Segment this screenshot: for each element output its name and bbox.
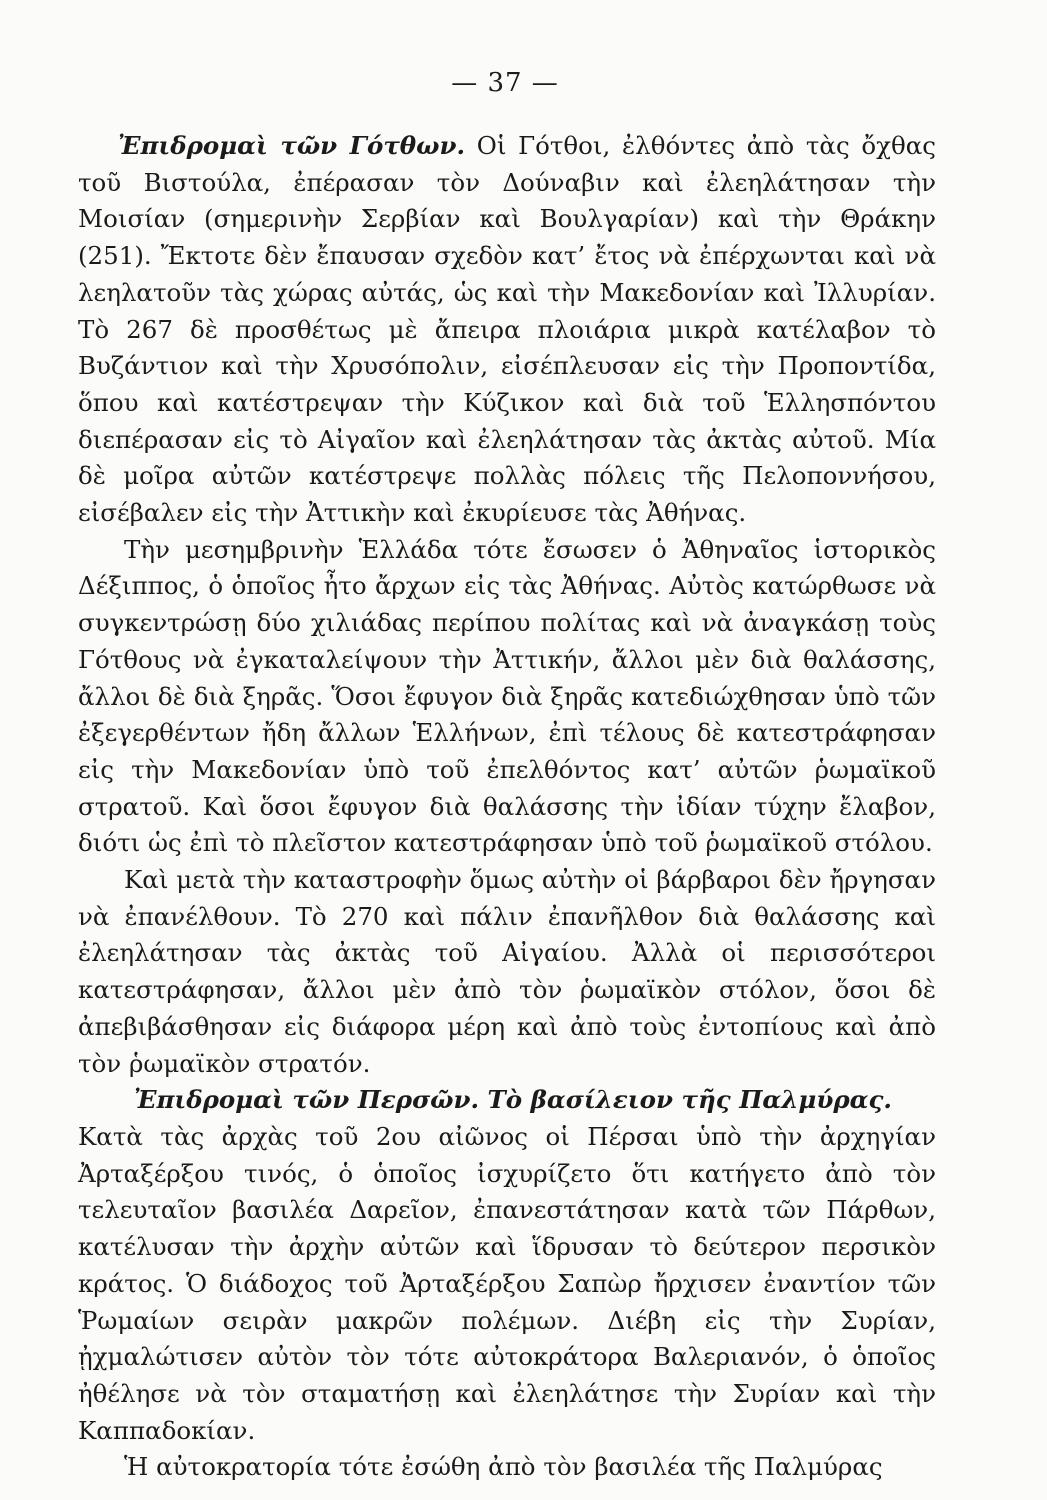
section-heading-persians: Ἐπιδρομαὶ τῶν Περσῶν. Τὸ βασίλειον τῆς Παλμύρας. [134,1085,892,1115]
paragraph-dexippus: Τὴν μεσημβρινὴν Ἑλλάδα τότε ἔσωσεν ὁ Ἀθηναῖος ἱστορικὸς Δέξιππος, ὁ ὁποῖος ἦτο ἄρχων εἰς τὰς Ἀθήνας. Αὐτὸς κατώρθωσε νὰ συγκεντρώσῃ δύο χιλιάδας περίπου πολίτας καὶ νὰ ἀναγκάσῃ τοὺς Γότθους νὰ ἐγκαταλείψουν τὴν Ἀττικήν, ἄλλοι μὲν διὰ θαλάσσης, ἄλλοι δὲ διὰ ξηρᾶς. Ὅσοι ἔφυγον διὰ ξηρᾶς κατεδιώχθησαν ὑπὸ τῶν ἐξεγερθέντων ἤδη ἄλλων Ἑλλήνων, ἐπὶ τέλους δὲ κατεστράφησαν εἰς τὴν Μακεδονίαν ὑπὸ τοῦ ἐπελθόντος κατ’ αὐτῶν ῥωμαϊκοῦ στρατοῦ. Καὶ ὅσοι ἔφυγον διὰ θαλάσσης τὴν ἰδίαν τύχην ἔλαβον, διότι ὡς ἐπὶ τὸ πλεῖστον κατεστράφησαν ὑπὸ τοῦ ῥωμαϊκοῦ στόλου. [78,534,936,858]
page-number: — 37 — [451,68,559,98]
paragraph-goths-return: Καὶ μετὰ τὴν καταστροφὴν ὅμως αὐτὴν οἱ βάρβαροι δὲν ἤργησαν νὰ ἐπανέλθουν. Τὸ 270 καὶ πάλιν ἐπανῆλθον διὰ θαλάσσης καὶ ἐλεηλάτησαν τὰς ἀκτὰς τοῦ Αἰγαίου. Ἀλλὰ οἱ περισσότεροι κατεστράφησαν, ἄλλοι μὲν ἀπὸ τὸν ῥωμαϊκὸν στόλον, ὅσοι δὲ ἀπεβιβάσθησαν εἰς διάφορα μέρη καὶ ἀπὸ τοὺς ἐντοπίους καὶ ἀπὸ τὸν ῥωμαϊκὸν στρατόν. [78,865,936,1078]
paragraph-persians-body: Κατὰ τὰς ἀρχὰς τοῦ 2ου αἰῶνος οἱ Πέρσαι ὑπὸ τὴν ἀρχηγίαν Ἀρταξέρξου τινός, ὁ ὁποῖος ἰσχυρίζετο ὅτι κατήγετο ἀπὸ τὸν τελευταῖον βασιλέα Δαρεῖον, ἐπανεστάτησαν κατὰ τῶν Πάρθων, κατέλυσαν τὴν ἀρχὴν αὐτῶν καὶ ἵδρυσαν τὸ δεύτερον περσικὸν κράτος. Ὁ διάδοχος τοῦ Ἀρταξέρξου Σαπὼρ ἤρχισεν ἐναντίον τῶν Ῥωμαίων σειρὰν μακρῶν πολέμων. Διέβη εἰς τὴν Συρίαν, ᾐχμαλώτισεν αὐτὸν τὸν τότε αὐτοκράτορα Βαλεριανόν, ὁ ὁποῖος ἠθέλησε νὰ τὸν σταματήσῃ καὶ ἐλεηλάτησε τὴν Συρίαν καὶ τὴν Καππαδοκίαν. [78,1121,936,1445]
paragraph-goths-body: Οἱ Γότθοι, ἐλθόντες ἀπὸ τὰς ὄχθας τοῦ Βιστούλα, ἐπέρασαν τὸν Δούναβιν καὶ ἐλεηλάτησαν τὴν Μοισίαν (σημερινὴν Σερβίαν καὶ Βουλγαρίαν) καὶ τὴν Θράκην (251). Ἔκτοτε δὲν ἔπαυσαν σχεδὸν κατ’ ἔτος νὰ ἐπέρχωνται καὶ νὰ λεηλατοῦν τὰς χώρας αὐτάς, ὡς καὶ τὴν Μακεδονίαν καὶ Ἰλλυρίαν. Τὸ 267 δὲ προσθέτως μὲ ἄπειρα πλοιάρια μικρὰ κατέλαβον τὸ Βυζάντιον καὶ τὴν Χρυσόπολιν, εἰσέπλευσαν εἰς τὴν Προποντίδα, ὅπου καὶ κατέστρεψαν τὴν Κύζικον καὶ διὰ τοῦ Ἑλλησπόντου διεπέρασαν εἰς τὸ Αἰγαῖον καὶ ἐλεηλάτησαν τὰς ἀκτὰς αὐτοῦ. Μία δὲ μοῖρα αὐτῶν κατέστρεψε πολλὰς πόλεις τῆς Πελοποννήσου, εἰσέβαλεν εἰς τὴν Ἀττικὴν καὶ ἐκυρίευσε τὰς Ἀθήνας. [78,131,937,528]
section-heading-goths: Ἐπιδρομαὶ τῶν Γότθων. [118,131,466,160]
paragraph-palmyra-start: Ἡ αὐτοκρατορία τότε ἐσώθη ἀπὸ τὸν βασιλέα τῆς Παλμύρας [124,1452,883,1482]
paragraph-goths-invasions [78,128,936,532]
page-text [78,128,936,1486]
